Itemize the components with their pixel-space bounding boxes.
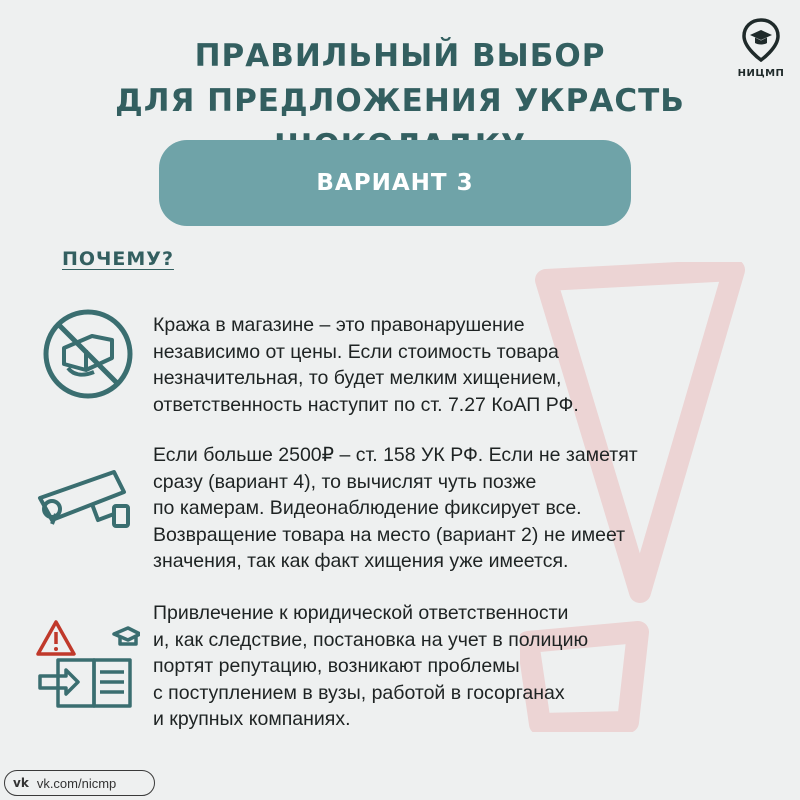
paragraph-line: Кража в магазине – это правонарушение	[153, 314, 525, 336]
vk-url[interactable]: vk.com/nicmp	[36, 775, 117, 791]
logo	[735, 18, 787, 80]
paragraph-consequences	[153, 600, 753, 733]
vk-link[interactable]	[4, 770, 155, 796]
why-heading: ПОЧЕМУ?	[62, 248, 174, 270]
paragraph-line: Возвращение товара на место (вариант 2) не имеет	[153, 523, 626, 546]
paragraph-line: незначительная, то будет мелким хищением,	[153, 367, 562, 389]
paragraph-line: Если больше 2500₽ – ст. 158 УК РФ. Если не заметят	[153, 444, 638, 466]
paragraph-criminal-code	[153, 442, 753, 575]
paragraph-line: и, как следствие, постановка на учет в полицию	[153, 628, 589, 651]
no-chocolate-icon	[40, 306, 136, 402]
paragraph-line: и крупных компаниях.	[153, 708, 351, 730]
paragraph-theft-offense	[153, 312, 753, 418]
logo-text: НИЦМП	[737, 68, 785, 79]
paragraph-line: сразу (вариант 4), то вычислят чуть позже	[153, 470, 537, 493]
title-line-1: ПРАВИЛЬНЫЙ ВЫБОР	[194, 38, 606, 74]
paragraph-line: ответственность наступит по ст. 7.27 КоАП РФ.	[153, 393, 579, 416]
vk-icon: vk	[13, 776, 29, 790]
logo-pin-icon	[741, 18, 781, 62]
paragraph-line: значения, так как факт хищения уже имеется.	[153, 550, 569, 572]
cctv-camera-icon	[34, 462, 138, 542]
paragraph-line: независимо от цены. Если стоимость товара	[153, 340, 559, 363]
paragraph-line: портят репутацию, возникают проблемы	[153, 655, 520, 677]
variant-label: ВАРИАНТ 3	[316, 170, 474, 196]
title-line-2: ДЛЯ ПРЕДЛОЖЕНИЯ УКРАСТЬ	[115, 83, 685, 119]
variant-banner	[159, 140, 631, 226]
paragraph-line: Привлечение к юридической ответственности	[153, 602, 569, 624]
paragraph-line: с поступлением в вузы, работой в госорганах	[153, 681, 565, 704]
warning-book-icon	[36, 616, 140, 712]
paragraph-line: по камерам. Видеонаблюдение фиксирует все.	[153, 497, 582, 519]
